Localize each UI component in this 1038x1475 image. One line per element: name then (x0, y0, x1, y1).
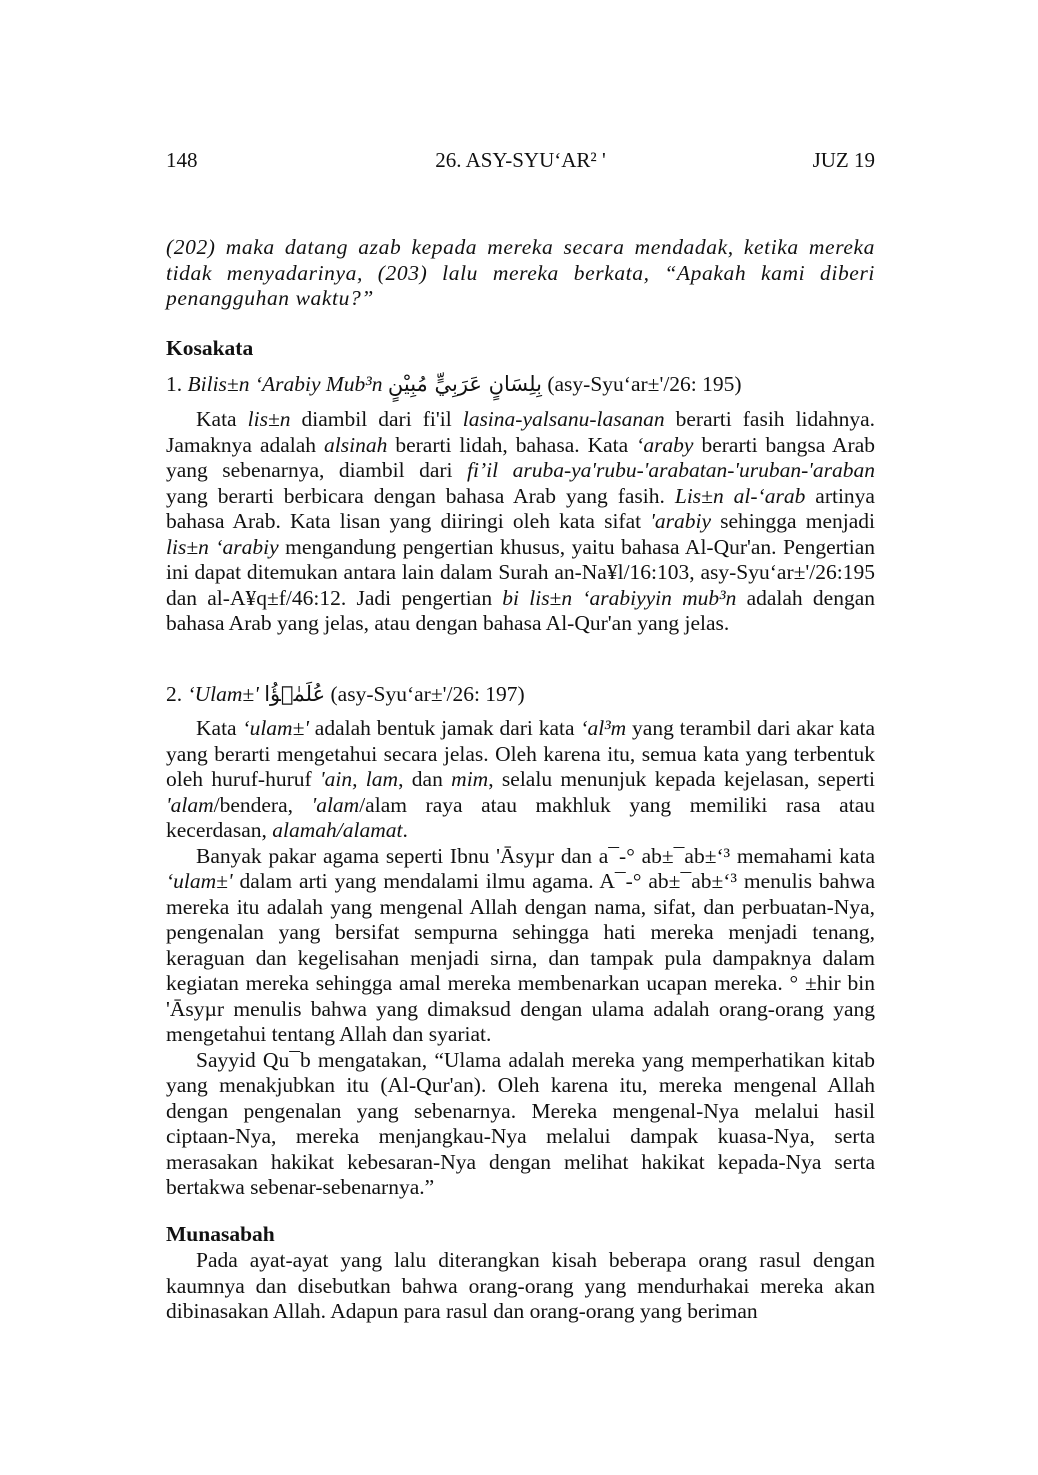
arabic-text: عُلَمٰۤؤُا (264, 682, 326, 706)
italic-term: mim (451, 767, 489, 791)
italic-term: 'alam (166, 792, 214, 817)
entry-2-paragraph-2 (166, 844, 875, 1048)
verse-translation: (202) maka datang azab kepada mereka secara mendadak, ketika mereka tidak menyadarinya, (203) lalu mereka berkata, “Apakah kami diberi penangguhan waktu?” (166, 235, 875, 310)
italic-term: 'alam (311, 792, 360, 817)
italic-term: lis±n (247, 407, 291, 431)
chapter-title: 26. ASY-SYU‘AR² ' (435, 148, 606, 172)
entry-2-paragraph-3: Sayyid Qu¯b mengatakan, “Ulama adalah mereka yang memperhatikan kitab yang menakjubkan itu (Al-Qur'an). Oleh karena itu, mereka mengenal Allah dengan pengenalan yang sebenarnya. Mereka mengenal-Nya melalui hasil ciptaan-Nya, mereka menjangkau-Nya melalui dampak kuasa-Nya, serta merasakan hakikat kebesaran-Nya dengan melihat hakikat kepada-Nya serta bertakwa sebenar-sebenarnya.” (166, 1047, 875, 1199)
italic-term: alamah/alamat (272, 818, 403, 842)
entry-term: Bilis±n ‘Arabiy Mub³n (187, 372, 383, 396)
text-run: adalah bentuk jamak dari kata (308, 716, 581, 740)
text-run: Banyak pakar agama seperti Ibnu 'Āsyµr dan a¯-° ab±¯ab±‘³ memahami kata (196, 843, 875, 868)
entry-reference: (asy-Syu‘ar±'/26: 195) (547, 372, 742, 396)
text-run: artinya bahasa Arab. Kata lisan yang diiringi oleh kata sifat (166, 483, 875, 533)
italic-term: lis±n ‘arabiy (166, 534, 279, 559)
text-run: berarti lidah, bahasa. Kata (387, 432, 637, 457)
italic-term: ‘ulam±' (242, 716, 309, 740)
entry-number: 1. (166, 372, 183, 396)
italic-term: ‘al³m (580, 716, 627, 740)
munasabah-paragraph: Pada ayat-ayat yang lalu diterangkan kisah beberapa orang rasul dengan kaumnya dan disebutkan bahwa orang-orang yang mendurhakai mereka akan dibinasakan Allah. Adapun para rasul dan orang-orang yang beriman (166, 1248, 875, 1323)
kosakata-heading: Kosakata (166, 336, 254, 360)
text-run: berarti fasih lidahnya. Jamaknya adalah (166, 407, 875, 457)
text-run: . (402, 818, 408, 842)
italic-term: Lis±n al-‘arab (674, 483, 806, 508)
entry-term: ‘Ulam±' (187, 682, 259, 706)
italic-term: ‘ulam±' (166, 869, 233, 893)
text-run: adalah dengan bahasa Arab yang jelas, atau dengan bahasa Al-Qur'an yang jelas. (166, 585, 875, 635)
entry-number: 2. (166, 682, 183, 706)
entry-reference: (asy-Syu‘ar±'/26: 197) (330, 682, 525, 706)
page-number: 148 (166, 148, 198, 172)
text-run: yang berarti berbicara dengan bahasa Arab yang fasih. (166, 483, 675, 508)
italic-term: 'arabiy (650, 509, 711, 533)
italic-term: alsinah (324, 432, 388, 457)
text-run: /alam raya atau makhluk yang memiliki rasa atau kecerdasan, (166, 792, 875, 842)
text-run: Kata (196, 407, 248, 431)
italic-term: lasina-yalsanu-lasanan (462, 407, 665, 431)
juz-label: JUZ 19 (812, 148, 875, 172)
italic-term: 'ain, lam (320, 767, 399, 791)
text-run: berarti bangsa Arab yang sebenarnya, diambil dari (166, 432, 876, 482)
text-run: , selalu menunjuk kepada kejelasan, seperti (488, 767, 875, 791)
text-run: sehingga menjadi (710, 509, 875, 533)
text-run: , dan (398, 767, 452, 791)
entry-2-paragraph-1 (166, 716, 875, 844)
vocab-entry-2 (166, 681, 525, 707)
italic-term: bi lis±n ‘arabiyyin mub³n (502, 585, 737, 610)
munasabah-heading: Munasabah (166, 1222, 275, 1246)
text-run: dalam arti yang mendalami ilmu agama. A¯-° ab±¯ab±‘³ menulis bahwa mereka itu adalah yang mengenal Allah dengan nama, sifat, dan perbuatan-Nya, pengenalan yang bersifat sempurna sehingga hati mereka menjadi tenang, keraguan dan kegelisahan menjadi sirna, dan tampak pula dampaknya dalam kegiatan mereka sehingga amal mereka membenarkan ucapan mereka. ° ±hir bin 'Āsyµr menulis bahwa yang dimaksud dengan ulama adalah orang-orang yang mengetahui tentang Allah dan syariat. (166, 869, 875, 1046)
entry-1-paragraph (166, 407, 875, 637)
text-run: yang terambil dari akar kata yang berarti mengetahui secara jelas. Oleh karena itu, semua kata yang terbentuk oleh huruf-huruf (166, 716, 875, 791)
text-run: diambil dari fi'il (290, 407, 463, 431)
text-run: mengandung pengertian khusus, yaitu bahasa Al-Qur'an. Pengertian ini dapat ditemukan antara lain dalam Surah an-Na¥l/16:103, asy-Syu‘ar±'/26:195 dan al-A¥q±f/46:12. Jadi pengertian (166, 534, 876, 610)
text-run: Kata (196, 716, 243, 740)
text-run: /bendera, (213, 792, 312, 817)
vocab-entry-1 (166, 371, 742, 397)
italic-term: ‘araby (636, 432, 694, 457)
italic-term: fi’il aruba-ya'rubu-'arabatan-'uruban-'araban (467, 458, 875, 482)
arabic-text: بِلِسَانٍ عَرَبِيٍّ مُبِيْنٍ (387, 372, 542, 396)
running-header (166, 148, 875, 172)
entry-2-body (166, 716, 875, 1201)
